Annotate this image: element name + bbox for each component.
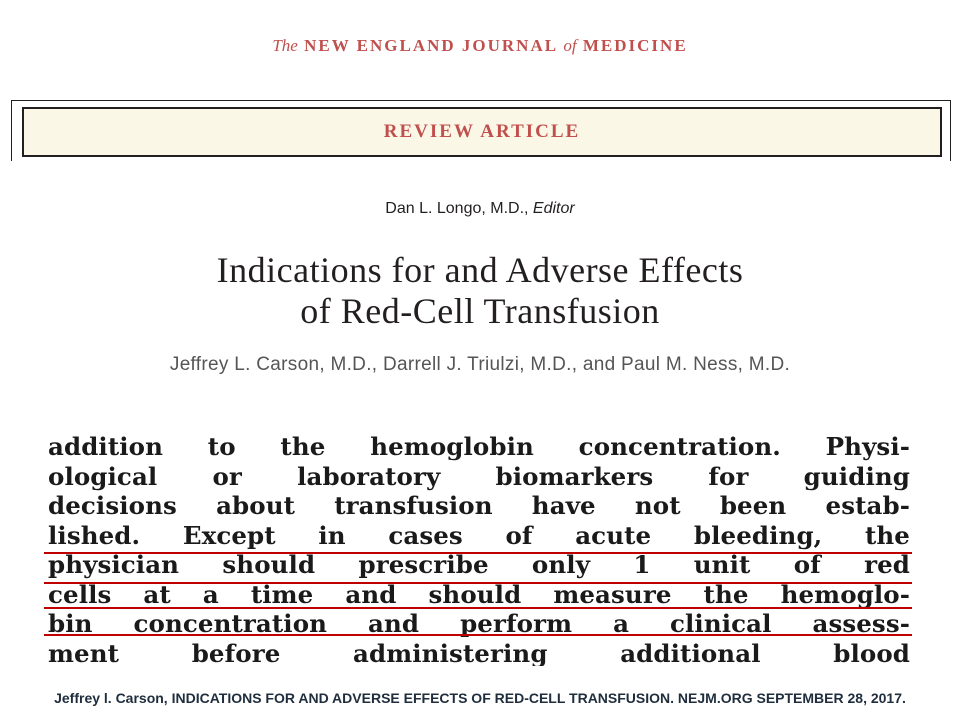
article-authors: Jeffrey L. Carson, M.D., Darrell J. Triulzi, M.D., and Paul M. Ness, M.D. (169, 354, 791, 375)
excerpt-line-highlighted: physician should prescribe only 1 unit of red (48, 550, 910, 579)
journal-medicine: MEDICINE (582, 36, 688, 55)
review-article-label: REVIEW ARTICLE (383, 121, 581, 142)
journal-of: of (563, 36, 577, 55)
journal-masthead (0, 36, 960, 56)
source-citation: Jeffrey l. Carson, INDICATIONS FOR AND ADVERSE EFFECTS OF RED-CELL TRANSFUSION. NEJM.ORG SEPTEMBER 28, 2017. (54, 690, 906, 706)
article-title-line-2: of Red-Cell Transfusion (300, 291, 660, 331)
excerpt-line: lished. Except in cases of acute bleeding, the (48, 520, 910, 550)
excerpt-line-highlighted: bin concentration and perform a clinical assess- (48, 609, 910, 638)
excerpt-line: ological or laboratory biomarkers for guiding (48, 461, 910, 491)
red-underline (44, 582, 912, 584)
excerpt-line-highlighted: cells at a time and should measure the hemoglo- (48, 579, 910, 609)
editor-credit (0, 200, 960, 218)
article-title-line-1: Indications for and Adverse Effects (216, 250, 744, 290)
editor-role: Editor (532, 200, 575, 217)
article-excerpt (48, 432, 910, 666)
journal-the: The (272, 36, 298, 55)
excerpt-line: addition to the hemoglobin concentration. Physi- (48, 432, 910, 461)
editor-name: Dan L. Longo, M.D., (385, 200, 529, 217)
red-underline (44, 552, 912, 554)
journal-name: NEW ENGLAND JOURNAL (304, 36, 558, 55)
red-underline (44, 634, 912, 636)
article-title (0, 250, 960, 332)
excerpt-line: ment before administering additional blood (48, 638, 910, 666)
excerpt-line: decisions about transfusion have not been estab- (48, 491, 910, 520)
red-underline (44, 607, 912, 609)
review-article-banner (22, 107, 942, 157)
